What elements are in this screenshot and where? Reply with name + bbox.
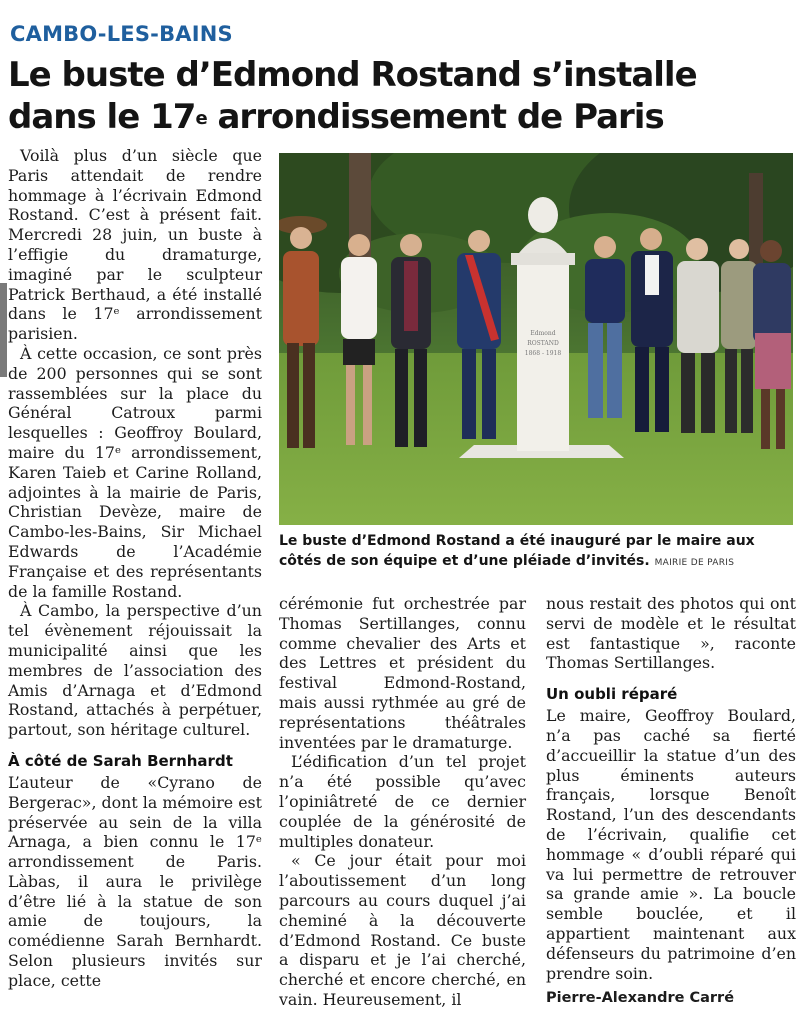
photo-illustration (279, 153, 793, 525)
photo-credit: MAIRIE DE PARIS (654, 558, 735, 568)
headline-line2-start: dans le 17 (8, 97, 196, 137)
article-column-1 (8, 146, 262, 991)
paragraph: À Cambo, la perspective d’un tel évènement réjouissait la municipalité ainsi que les membres de l’association des Amis d’Arnaga et d’Edmond Rostand, attachés à perpétuer, partout, son héritage culturel. (8, 601, 262, 740)
subheading: À côté de Sarah Bernhardt (8, 751, 233, 770)
plaque-text-1: Edmond (530, 330, 556, 337)
paragraph: Le maire, Geoffroy Boulard, n’a pas caché sa fierté d’accueillir la statue d’un des plus éminents auteurs français, lorsque Benoît Rostand, l’un des descendants de l’écrivain, qualifie cet hommage « d’oubli réparé qui va lui permettre de retrouver sa grande amie ». La boucle semble bouclée, et il appartient maintenant aux défenseurs du patrimoine d’en prendre soin. (546, 706, 796, 983)
subheading: Un oubli réparé (546, 685, 678, 704)
section-kicker: CAMBO-LES-BAINS (10, 22, 233, 46)
paragraph: L’édification d’un tel projet n’a été possible qu’avec l’opiniâtreté de ce dernier couplée de la générosité de multiples donateur. (279, 752, 526, 851)
headline-line1: Le buste d’Edmond Rostand s’installe (8, 55, 697, 95)
paragraph: cérémonie fut orchestrée par Thomas Sertillanges, connu comme chevalier des Arts et des Lettres et président du festival Edmond-Rostand, mais aussi rythmée au gré de représentations théâtrales inventées par le dramaturge. (279, 594, 526, 752)
paragraph: L’auteur de «Cyrano de Bergerac», dont la mémoire est préservée au sein de la villa Arnaga, a bien connu le 17ᵉ arrondissement de Paris. Làbas, il aura le privilège d’être lié à la statue de son amie de toujours, la comédienne Sarah Bernhardt. Selon plusieurs invités sur place, cette (8, 772, 262, 990)
paragraph: nous restait des photos qui ont servi de modèle et le résultat est fantastique », raconte Thomas Sertillanges. (546, 594, 796, 673)
paragraph: À cette occasion, ce sont près de 200 personnes qui se sont rassemblées sur la place du Général Catroux parmi lesquelles : Geoffroy Boulard, maire du 17ᵉ arrondissement, Karen Taieb et Carine Rolland, adjointes à la mairie de Paris, Christian Devèze, maire de Cambo-les-Bains, Sir Michael Edwards de l’Académie Française et des représentants de la famille Rostand. (8, 343, 262, 601)
page-edge-tab (0, 283, 7, 377)
headline-superscript: e (195, 108, 207, 129)
article-headline (8, 54, 798, 138)
paragraph: « Ce jour était pour moi l’aboutissement d’un long parcours au cours duquel j’ai cheminé à la découverte d’Edmond Rostand. Ce buste a disparu et je l’ai cherché, cherché et encore cherché, en vain. Heureusement, il (279, 851, 526, 1009)
headline-line2-end: arrondissement de Paris (206, 97, 664, 137)
caption-text: Le buste d’Edmond Rostand a été inauguré par le maire aux côtés de son équipe et d’une pléiade d’invités. (279, 533, 755, 569)
plaque-text-3: 1868 - 1918 (524, 350, 562, 357)
photo-caption (279, 531, 796, 573)
article-column-2 (279, 594, 526, 1010)
plaque-text-2: ROSTAND (527, 340, 559, 347)
article-photo (279, 153, 793, 525)
paragraph: Voilà plus d’un siècle que Paris attendait de rendre hommage à l’écrivain Edmond Rostand. C’est à présent fait. Mercredi 28 juin, un buste à l’effigie du dramaturge, imaginé par le sculpteur Patrick Berthaud, a été installé dans le 17ᵉ arrondissement parisien. (8, 146, 262, 344)
author-byline: Pierre-Alexandre Carré (546, 990, 735, 1007)
article-column-3 (546, 594, 796, 1009)
